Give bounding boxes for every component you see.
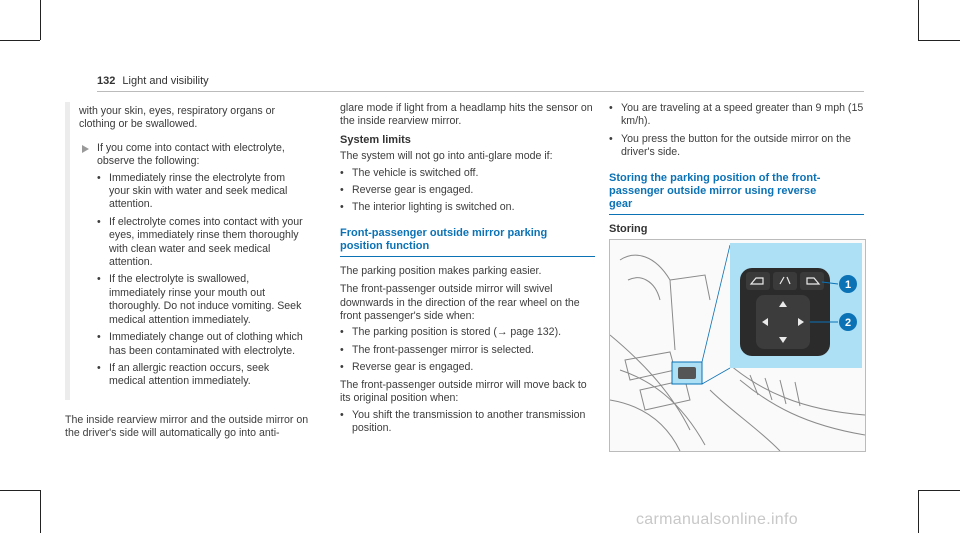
list-item: • Reverse gear is engaged. <box>340 184 595 197</box>
warning-lead: If you come into contact with electrolyte, observe the following: <box>97 141 285 168</box>
crop-mark <box>40 0 41 40</box>
heading-underline <box>340 256 595 257</box>
list-item: • The vehicle is switched off. <box>340 167 595 180</box>
list-item: • Immediately change out of clothing which has been contaminated with electrolyte. <box>97 331 307 358</box>
back-list <box>340 409 595 436</box>
list-item: • If an allergic reaction occurs, seek medical attention immediately. <box>97 362 307 389</box>
warning-list <box>97 172 307 389</box>
right-mirror-button <box>800 272 824 290</box>
list-item: • Reverse gear is engaged. <box>340 361 595 374</box>
paragraph: The front-passenger outside mirror will move back to its original position when: <box>340 378 587 405</box>
callout-label: 1 <box>844 279 852 291</box>
warning-box <box>79 105 307 393</box>
limits-list <box>340 167 595 215</box>
paragraph: The front-passenger outside mirror will swivel downwards in the direction of the rear wheel on the front passenger's side when: <box>340 283 580 323</box>
crop-mark <box>918 490 919 533</box>
storing-subheading: Storing <box>609 222 648 235</box>
crop-mark <box>918 40 960 41</box>
when-list <box>340 326 595 374</box>
section-heading: Front-passenger outside mirror parking position function <box>340 226 548 252</box>
crop-mark <box>0 40 40 41</box>
list-item: • If the electrolyte is swallowed, immediately rinse your mouth out thoroughly. Do not induce vomiting. Seek medical attention immediately. <box>97 273 307 327</box>
list-item: • You shift the transmission to another transmission position. <box>340 409 595 436</box>
paragraph: glare mode if light from a headlamp hits the sensor on the inside rearview mirror. <box>340 102 593 128</box>
paragraph: The system will not go into anti-glare mode if: <box>340 150 553 163</box>
paragraph: The inside rearview mirror and the outside mirror on the driver's side will automatically go into anti- <box>65 414 309 440</box>
fold-mirror-button <box>773 272 797 290</box>
page-number: 132 <box>97 75 116 87</box>
right-column <box>609 102 864 236</box>
conditions-list <box>609 102 864 160</box>
crop-mark <box>918 0 919 40</box>
header-divider <box>97 91 864 92</box>
car-door-svg <box>610 240 865 451</box>
list-item: • If electrolyte comes into contact with your eyes, immediately rinse them thoroughly with clean water and seek medical attention. <box>97 216 307 270</box>
callout-label: 2 <box>844 317 852 329</box>
list-item: • You press the button for the outside mirror on the driver's side. <box>609 133 864 160</box>
crop-mark <box>0 490 40 491</box>
crop-mark <box>918 490 960 491</box>
warning-bar <box>65 102 70 400</box>
warning-intro: with your skin, eyes, respiratory organs or clothing or be swallowed. <box>79 105 276 131</box>
crop-mark <box>40 490 41 533</box>
section-title: Light and visibility <box>122 75 209 87</box>
paragraph: The parking position makes parking easier. <box>340 264 542 277</box>
list-item: • The interior lighting is switched on. <box>340 201 595 214</box>
list-item: • You are traveling at a speed greater than 9 mph (15 km/h). <box>609 102 864 129</box>
list-item: • The front-passenger mirror is selected. <box>340 344 595 357</box>
system-limits-heading: System limits <box>340 133 411 146</box>
left-paragraph <box>65 414 313 446</box>
left-mirror-button <box>746 272 770 290</box>
middle-column <box>340 102 595 439</box>
watermark: carmanualsonline.info <box>636 511 798 528</box>
list-item: • Immediately rinse the electrolyte from your skin with water and seek medical attention. <box>97 172 307 212</box>
list-item: • The parking position is stored (→ page 132). <box>340 326 595 339</box>
storing-section-heading: Storing the parking position of the front-passenger outside mirror using reverse gear <box>609 171 821 210</box>
mirror-control-illustration <box>609 239 866 452</box>
page-header <box>97 75 209 87</box>
heading-underline <box>609 214 864 215</box>
arrow-icon <box>82 145 89 153</box>
